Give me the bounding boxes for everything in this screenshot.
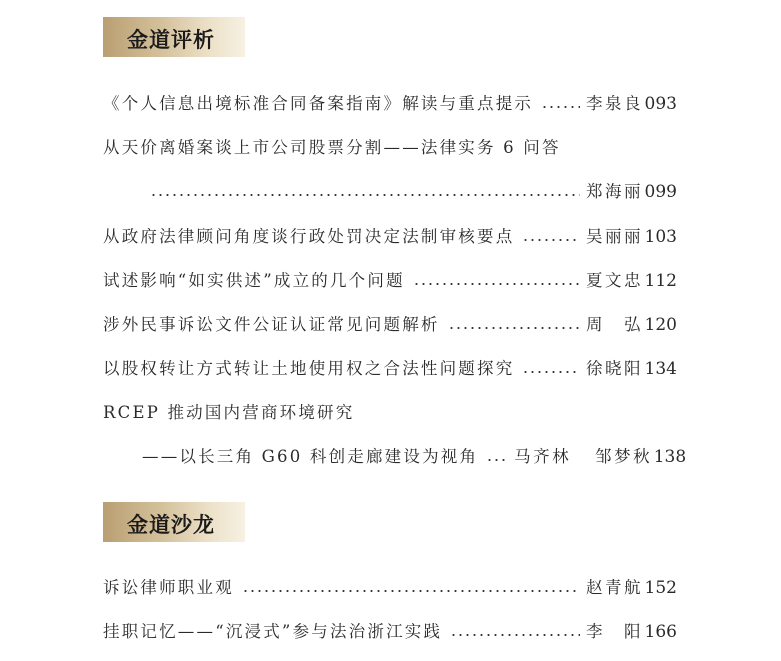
entry-page: 120 (644, 315, 677, 335)
entry-title: 试述影响“如实供述”成立的几个问题 (103, 271, 405, 290)
entry-author: 李泉良 (586, 94, 643, 113)
toc-entry[interactable] (103, 354, 677, 384)
entry-title: 挂职记忆——“沉浸式”参与法治浙江实践 (103, 622, 443, 641)
toc-entry[interactable] (103, 89, 677, 119)
dot-leader (522, 371, 580, 373)
toc-entry[interactable] (103, 573, 677, 603)
entry-title: 《个人信息出境标准合同备案指南》解读与重点提示 (103, 94, 534, 113)
entry-page: 099 (644, 182, 677, 202)
entry-author: 赵青航 (586, 578, 643, 597)
dot-leader (150, 194, 580, 196)
entry-author: 邹梦秋 (595, 447, 653, 466)
entry-author: 郑海丽 (586, 182, 643, 201)
entry-title[interactable]: 从天价离婚案谈上市公司股票分割——法律实务 6 问答 (103, 138, 561, 157)
section-header-jindao-pingxi (103, 17, 245, 57)
dot-leader (486, 459, 508, 461)
entry-title: 以股权转让方式转让土地使用权之合法性问题探究 (103, 359, 515, 378)
dot-leader (450, 634, 580, 636)
entry-author: 夏文忠 (586, 271, 643, 290)
entry-page: 152 (644, 578, 677, 598)
section-title: 金道评析 (127, 28, 215, 52)
entry-page: 166 (644, 622, 677, 642)
entry-author: 李 阳 (586, 622, 643, 641)
entry-title[interactable]: RCEP 推动国内营商环境研究 (103, 403, 355, 422)
section-title: 金道沙龙 (127, 513, 215, 537)
dot-leader (242, 590, 580, 592)
dot-leader (541, 106, 580, 108)
dot-leader (448, 327, 580, 329)
entry-author: 马齐林 (514, 447, 572, 466)
entry-author: 吴丽丽 (586, 227, 643, 246)
toc-entry[interactable] (142, 442, 687, 472)
dot-leader (413, 283, 580, 285)
entry-page: 103 (644, 227, 677, 247)
entry-page: 112 (644, 271, 677, 291)
toc-entry[interactable] (103, 266, 677, 296)
entry-page: 134 (644, 359, 677, 379)
dot-leader (522, 239, 580, 241)
entry-page: 093 (644, 94, 677, 114)
entry-title: 诉讼律师职业观 (103, 578, 234, 597)
entry-subtitle: ——以长三角 G60 科创走廊建设为视角 (142, 447, 479, 466)
toc-entry[interactable] (150, 177, 677, 207)
entry-title: 涉外民事诉讼文件公证认证常见问题解析 (103, 315, 440, 334)
entry-page: 138 (653, 447, 687, 467)
entry-author: 周 弘 (586, 315, 643, 334)
section-header-jindao-shalong (103, 502, 245, 542)
entry-author: 徐晓阳 (586, 359, 643, 378)
toc-entry[interactable] (103, 310, 677, 340)
toc-entry[interactable] (103, 617, 677, 647)
entry-title: 从政府法律顾问角度谈行政处罚决定法制审核要点 (103, 227, 515, 246)
toc-entry[interactable] (103, 222, 677, 252)
